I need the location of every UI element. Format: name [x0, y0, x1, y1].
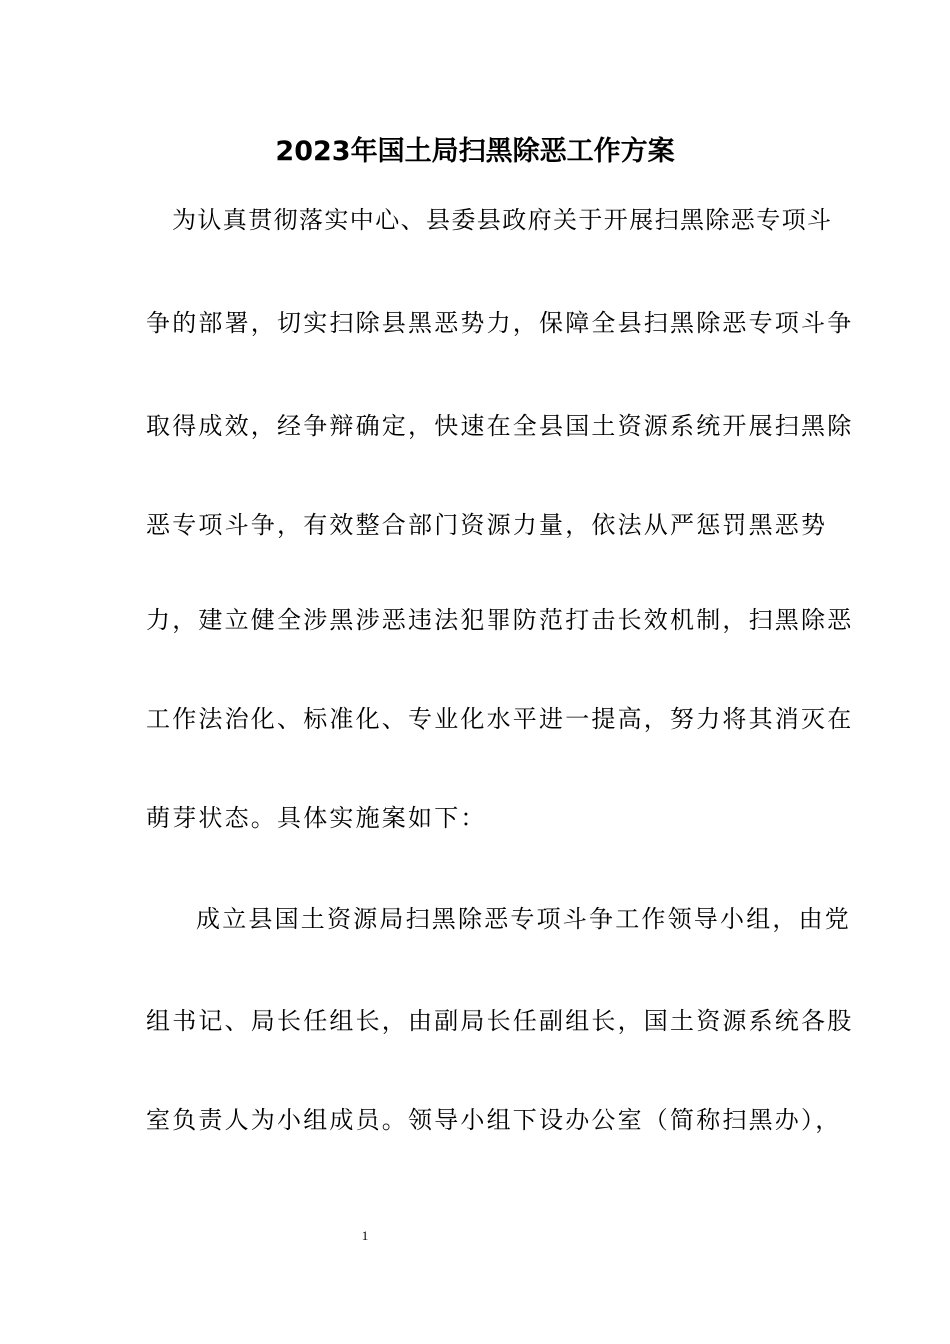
paragraph-line: 力，建立健全涉黑涉恶违法犯罪防范打击长效机制，扫黑除恶: [146, 606, 854, 634]
paragraph-line: 工作法治化、标准化、专业化水平进一提高，努力将其消灭在: [146, 705, 854, 733]
paragraph-line: 争的部署，切实扫除县黑恶势力，保障全县扫黑除恶专项斗争: [146, 309, 854, 337]
paragraph-line: 为认真贯彻落实中心、县委县政府关于开展扫黑除恶专项斗: [172, 206, 833, 234]
paragraph-line: 取得成效，经争辩确定，快速在全县国土资源系统开展扫黑除: [146, 412, 854, 440]
paragraph-line: 恶专项斗争，有效整合部门资源力量，依法从严惩罚黑恶势: [146, 511, 828, 539]
paragraph-line: 萌芽状态。具体实施案如下：: [146, 804, 487, 832]
paragraph-line: 组书记、局长任组长，由副局长任副组长，国土资源系统各股: [146, 1007, 854, 1035]
paragraph-line: 室负责人为小组成员。领导小组下设办公室（简称扫黑办），: [146, 1106, 842, 1134]
paragraph-line: 成立县国土资源局扫黑除恶专项斗争工作领导小组，由党: [196, 905, 851, 933]
page-number: 1: [361, 1228, 369, 1243]
document-title: 2023年国土局扫黑除恶工作方案: [275, 136, 675, 167]
